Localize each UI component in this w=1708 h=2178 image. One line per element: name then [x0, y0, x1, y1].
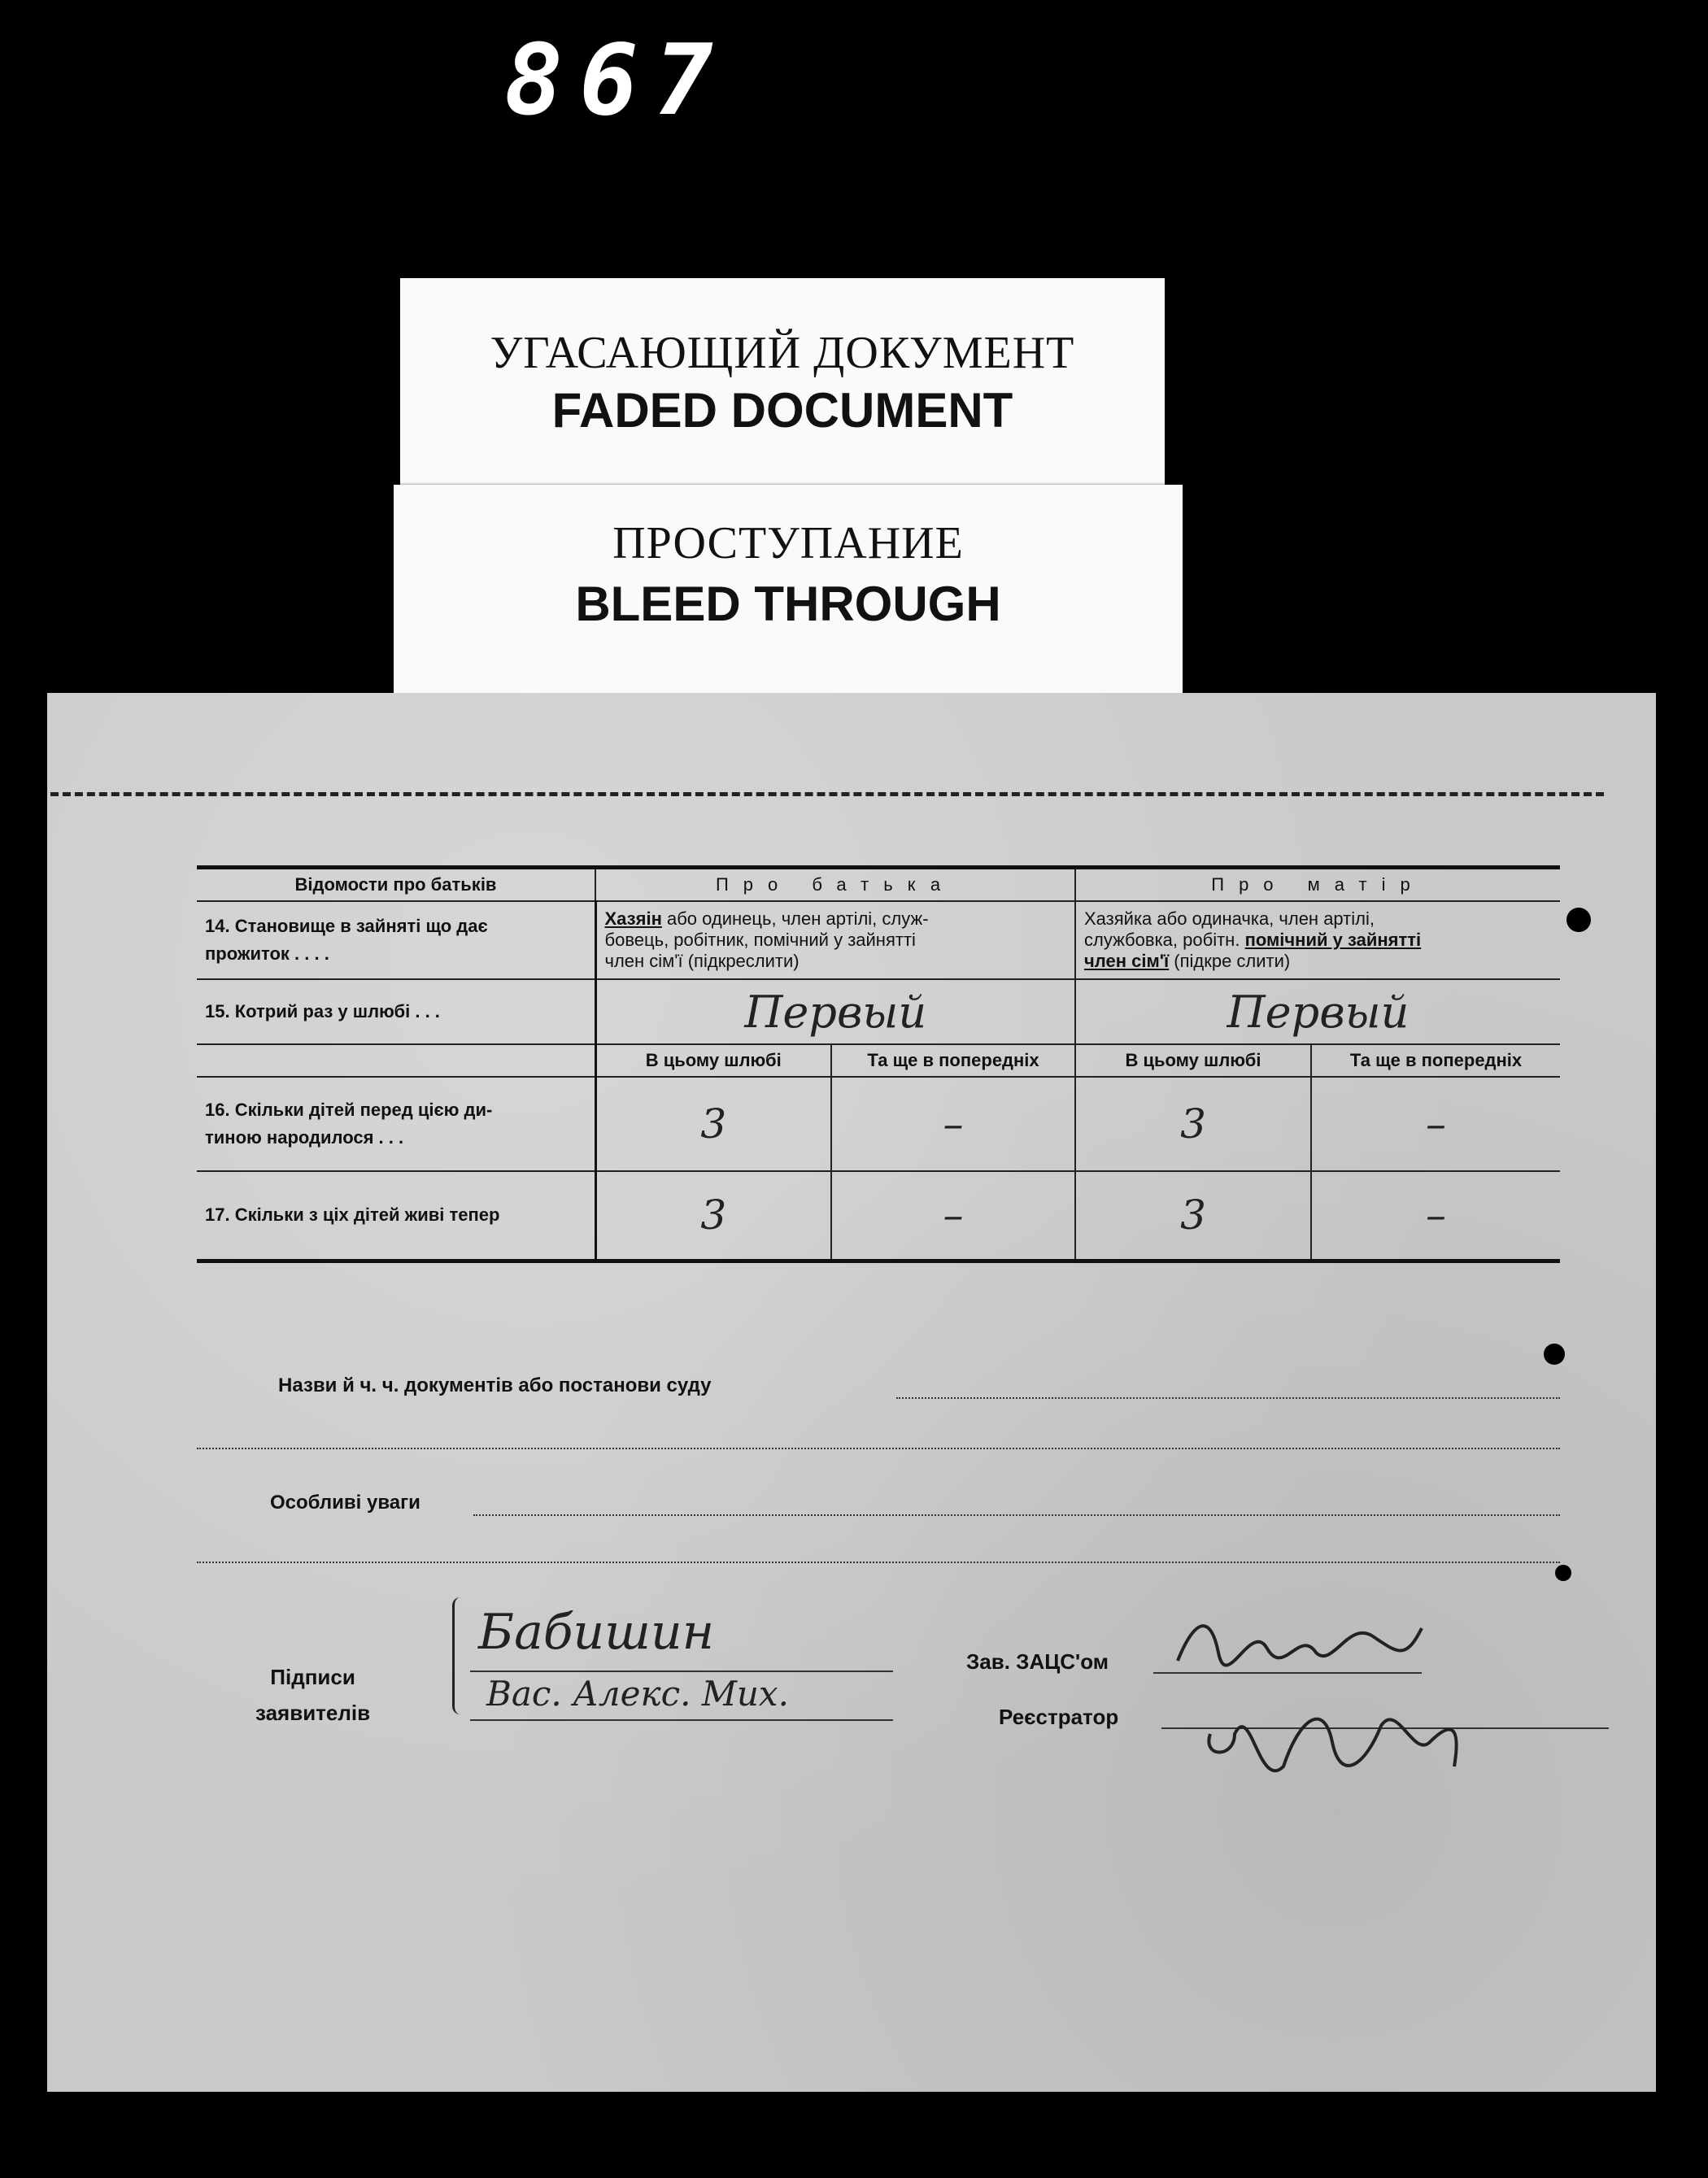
row15-father-value: Первый	[595, 979, 1075, 1044]
bleed-through-label	[394, 485, 1183, 695]
label-ru-text: УГАСАЮЩИЙ ДОКУМЕНТ	[490, 328, 1075, 378]
header-about-mother: Про матір	[1075, 868, 1560, 902]
row15-label: 15. Котрий раз у шлюбі . . .	[197, 979, 595, 1044]
subheader-empty	[197, 1044, 595, 1077]
applicant-signature-line-1	[470, 1671, 893, 1672]
remarks-fill-line-2	[197, 1562, 1560, 1563]
mother-options-line3: (підкре слити)	[1169, 951, 1291, 971]
row17-mother-prev: –	[1311, 1171, 1560, 1261]
header-about-father: Про батька	[595, 868, 1075, 902]
table-row	[197, 901, 1560, 979]
label-en-text: FADED DOCUMENT	[551, 383, 1013, 438]
table-row	[197, 979, 1560, 1044]
row17-label: 17. Скільки з ціх дітей живі тепер	[197, 1171, 595, 1261]
perforation-line	[50, 792, 1604, 796]
row14-label-line2: прожиток . . . .	[205, 943, 329, 964]
head-signature	[1161, 1604, 1438, 1677]
faded-document-label	[400, 278, 1165, 488]
punch-hole	[1555, 1565, 1571, 1581]
row14-mother-options	[1075, 901, 1560, 979]
remarks-fill-line	[473, 1514, 1560, 1516]
mother-selected-option: помічний у зайнятті	[1244, 930, 1422, 950]
label-ru-text: ПРОСТУПАНИЕ	[612, 518, 964, 568]
registrar-label: Реєстратор	[999, 1705, 1119, 1729]
punch-hole	[1544, 1344, 1565, 1365]
father-options-line3: член сім'ї (підкреслити)	[604, 951, 800, 971]
remarks-label: Особливі уваги	[270, 1492, 420, 1514]
row15-mother-value: Первый	[1075, 979, 1560, 1044]
applicant-signature-1: Бабишин	[478, 1604, 715, 1661]
row17-father-this: 3	[595, 1171, 831, 1261]
row16-father-this: 3	[595, 1077, 831, 1171]
mother-options-line2: службовка, робітн.	[1084, 930, 1245, 950]
table-subheader-row	[197, 1044, 1560, 1077]
subheader-father-this: В цьому шлюбі	[595, 1044, 831, 1077]
applicants-brace	[452, 1597, 466, 1714]
label-en-text: BLEED THROUGH	[575, 577, 1001, 631]
mother-selected-option-2: член сім'ї	[1084, 951, 1170, 971]
row14-label-line1: 14. Становище в зайняті що дає	[205, 916, 488, 936]
registrar-signature	[1186, 1669, 1479, 1799]
row16-label-line2: тиною народилося . . .	[205, 1127, 404, 1148]
table-row	[197, 1171, 1560, 1261]
mother-options-line1: Хазяйка або одиначка, член артілі,	[1084, 908, 1375, 929]
row17-mother-this: 3	[1075, 1171, 1311, 1261]
row16-mother-prev: –	[1311, 1077, 1560, 1171]
father-options-line2: бовець, робітник, помічний у зайнятті	[604, 930, 916, 950]
row16-label	[197, 1077, 595, 1171]
applicants-label-line2: заявителів	[255, 1701, 371, 1725]
row16-label-line1: 16. Скільки дітей перед цією ди-	[205, 1100, 493, 1120]
header-parents-info: Відомости про батьків	[197, 868, 595, 902]
parents-info-table	[197, 865, 1560, 1263]
applicants-label-line1: Підписи	[270, 1665, 355, 1689]
documents-fill-line-2	[197, 1448, 1560, 1449]
subheader-father-prev: Та ще в попередніх	[831, 1044, 1075, 1077]
subheader-mother-this: В цьому шлюбі	[1075, 1044, 1311, 1077]
applicant-signature-2: Вас. Алекс. Мих.	[486, 1674, 789, 1714]
row16-mother-this: 3	[1075, 1077, 1311, 1171]
father-selected-option: Хазяін	[604, 908, 662, 929]
applicant-signature-line-2	[470, 1719, 893, 1721]
applicants-signature-label	[255, 1659, 370, 1731]
archive-number: 867	[504, 24, 730, 137]
subheader-mother-prev: Та ще в попередніх	[1311, 1044, 1560, 1077]
document-sheet	[47, 693, 1656, 2092]
table-header-row	[197, 868, 1560, 902]
head-office-label: Зав. ЗАЦС'ом	[966, 1649, 1109, 1674]
punch-hole	[1566, 908, 1591, 932]
father-options-text: або одинець, член артілі, служ-	[661, 908, 929, 929]
row14-label	[197, 901, 595, 979]
table-row	[197, 1077, 1560, 1171]
row17-father-prev: –	[831, 1171, 1075, 1261]
documents-fill-line	[896, 1397, 1560, 1399]
row14-father-options	[595, 901, 1075, 979]
row16-father-prev: –	[831, 1077, 1075, 1171]
documents-label: Назви й ч. ч. документів або постанови суду	[278, 1374, 712, 1396]
